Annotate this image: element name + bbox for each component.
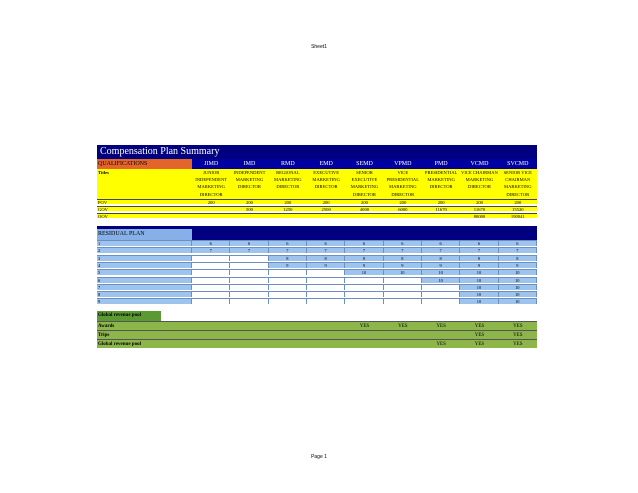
table-cell [307, 214, 345, 218]
table-cell [269, 331, 307, 339]
qual-col: VPMD [394, 161, 412, 167]
row-label: Trips [98, 333, 110, 338]
table-cell [307, 340, 345, 348]
table-cell: 200 [246, 200, 253, 204]
row-label: PQV [98, 200, 108, 204]
table-cell [422, 214, 460, 218]
row-label: 3 [97, 255, 192, 261]
table-cell: YES [398, 324, 408, 329]
table-cell [192, 340, 230, 348]
table-cell [192, 298, 230, 304]
table-cell: 7 [499, 247, 537, 253]
table-cell: YES [513, 333, 523, 338]
table-cell: YES [436, 342, 446, 347]
qual-col: RMD [280, 161, 295, 167]
table-cell: 9 [460, 262, 498, 268]
table-cell: 8 [384, 255, 422, 261]
qual-col: JIMD [204, 161, 219, 167]
titles-row [97, 169, 537, 199]
table-cell: 6 [269, 240, 307, 246]
qual-col: SEMD [356, 161, 373, 167]
table-cell [422, 284, 460, 290]
title-cell: JUNIOR INDEPENDENT MARKETING DIRECTOR [195, 170, 228, 197]
table-cell [230, 262, 268, 268]
table-cell: 2500 [321, 207, 331, 211]
table-cell [307, 291, 345, 297]
title-cell: REGIONAL MARKETING DIRECTOR [274, 170, 302, 190]
page-footer: Page 1 [311, 454, 327, 460]
qualifications-label: QUALIFICATIONS [97, 159, 192, 169]
table-cell: 8 [499, 255, 537, 261]
table-cell [230, 340, 268, 348]
table-cell [345, 331, 383, 339]
table-row [97, 199, 537, 204]
table-cell: 10 [384, 269, 422, 275]
table-cell [307, 331, 345, 339]
table-row [97, 339, 537, 348]
qual-col: VCMD [470, 161, 489, 167]
table-cell: YES [513, 324, 523, 329]
table-cell [192, 331, 230, 339]
table-cell [345, 298, 383, 304]
table-cell [230, 214, 268, 218]
table-row [97, 321, 537, 330]
table-cell: 7 [307, 247, 345, 253]
table-row [97, 247, 537, 253]
table-cell: 7 [460, 247, 498, 253]
table-cell: 10 [499, 298, 537, 304]
qual-col: IMD [243, 161, 256, 167]
table-cell [230, 298, 268, 304]
row-label: Global revenue pool [98, 342, 141, 347]
residual-plan-header [97, 226, 537, 240]
table-cell: 10 [499, 269, 537, 275]
table-cell [230, 277, 268, 283]
row-label: 8 [97, 291, 192, 297]
table-cell [230, 269, 268, 275]
table-cell: 7 [422, 247, 460, 253]
table-cell [422, 331, 460, 339]
table-cell: 10 [499, 277, 537, 283]
table-cell: 6 [422, 240, 460, 246]
table-row [97, 330, 537, 339]
table-cell [384, 284, 422, 290]
table-cell: 6 [307, 240, 345, 246]
table-cell: 8 [422, 255, 460, 261]
title-cell: SENIOR EXECUTIVE MARKETING DIRECTOR [350, 170, 379, 197]
table-cell [230, 331, 268, 339]
table-cell: 10 [422, 269, 460, 275]
table-cell [307, 322, 345, 330]
table-cell [269, 291, 307, 297]
table-cell: 9 [269, 262, 307, 268]
table-cell: 9 [384, 262, 422, 268]
title-cell: INDEPENDENT MARKETING DIRECTOR [233, 170, 266, 190]
table-row [97, 269, 537, 275]
table-row [97, 213, 537, 218]
table-cell: YES [474, 342, 485, 347]
table-cell [345, 214, 383, 218]
table-cell: 200 [322, 200, 330, 204]
table-row [97, 291, 537, 297]
table-cell: 10 [460, 291, 498, 297]
table-cell: YES [513, 342, 523, 347]
table-cell: 200 [476, 200, 483, 204]
table-cell [384, 331, 422, 339]
table-cell: 200 [514, 200, 522, 204]
table-cell [345, 277, 383, 283]
table-cell [345, 340, 383, 348]
table-cell: 10 [460, 277, 498, 283]
table-cell [192, 284, 230, 290]
table-cell [345, 291, 383, 297]
table-cell: 7 [269, 247, 307, 253]
table-cell [230, 322, 268, 330]
table-cell [384, 214, 422, 218]
table-cell: 500 [246, 207, 253, 211]
table-cell: 10 [345, 269, 383, 275]
global-pool-label: Global revenue pool [97, 311, 161, 321]
table-cell: 190041 [510, 214, 525, 218]
row-label: OQV [98, 214, 108, 218]
table-cell: 8 [460, 255, 498, 261]
table-cell: 80000 [473, 214, 486, 218]
table-cell [269, 298, 307, 304]
table-cell: 10 [499, 284, 537, 290]
table-cell [307, 298, 345, 304]
title-cell: VICE PRESIDENTIAL MARKETING DIRECTOR [386, 170, 420, 197]
table-cell [230, 284, 268, 290]
sheet-title: Sheet1 [311, 44, 327, 50]
qualifications-row [97, 159, 537, 169]
table-cell: 6 [384, 240, 422, 246]
table-cell: YES [359, 324, 370, 329]
table-row [97, 206, 537, 211]
table-cell: 7 [345, 247, 383, 253]
table-cell [269, 214, 307, 218]
table-cell: 10 [499, 291, 537, 297]
row-label: 2 [97, 247, 192, 253]
table-cell: 6 [460, 240, 498, 246]
row-label: 5 [97, 269, 192, 275]
residual-plan-label: RESIDUAL PLAN [97, 229, 192, 240]
table-cell [192, 255, 230, 261]
table-cell: 9 [307, 262, 345, 268]
table-cell [192, 277, 230, 283]
title-cell: PRESIDENTIAL MARKETING DIRECTOR [424, 170, 458, 190]
row-label: 1 [97, 240, 192, 246]
table-cell: 200 [284, 200, 292, 204]
table-cell [384, 340, 422, 348]
table-cell [384, 298, 422, 304]
row-label: GQV [98, 207, 108, 211]
table-cell: 7 [192, 247, 230, 253]
row-label: 6 [97, 277, 192, 283]
table-cell [307, 284, 345, 290]
qual-col: PMD [434, 161, 448, 167]
title-cell: EXECUTIVE MARKETING DIRECTOR [312, 170, 340, 190]
table-cell: 6 [192, 240, 230, 246]
table-cell: 200 [207, 200, 215, 204]
table-cell: YES [436, 324, 446, 329]
table-cell [269, 277, 307, 283]
table-cell [192, 322, 230, 330]
table-cell [269, 284, 307, 290]
table-cell [192, 262, 230, 268]
table-cell: 4000 [359, 207, 370, 211]
table-cell [230, 255, 268, 261]
table-cell: 15520 [512, 207, 524, 211]
table-cell [422, 291, 460, 297]
table-cell: 6000 [398, 207, 408, 211]
table-cell [422, 298, 460, 304]
table-cell [192, 214, 230, 218]
global-pool-header [97, 311, 537, 321]
table-cell: 9 [499, 262, 537, 268]
table-cell: 10 [460, 269, 498, 275]
row-label: 4 [97, 262, 192, 268]
row-label: 9 [97, 298, 192, 304]
table-cell: 200 [361, 200, 368, 204]
table-cell: 10 [460, 284, 498, 290]
table-cell: 7 [384, 247, 422, 253]
table-cell: 10 [460, 298, 498, 304]
qual-col: SVCMD [507, 161, 529, 167]
table-cell [307, 269, 345, 275]
table-cell: 9 [422, 262, 460, 268]
table-cell: 9 [345, 262, 383, 268]
table-cell: 11670 [435, 207, 447, 211]
table-row [97, 277, 537, 283]
table-cell: 8 [269, 255, 307, 261]
title-cell: SENIOR VICE CHAIRMAN MARKETING DIRECTOR [503, 170, 532, 197]
table-row [97, 255, 537, 261]
table-row [97, 284, 537, 290]
table-row [97, 298, 537, 304]
table-cell: 200 [399, 200, 407, 204]
table-cell: 10 [422, 277, 460, 283]
table-cell [307, 277, 345, 283]
table-cell [345, 284, 383, 290]
table-cell: 11670 [473, 207, 486, 211]
table-cell: YES [474, 324, 485, 329]
table-cell: 6 [230, 240, 268, 246]
table-cell [230, 291, 268, 297]
table-cell: YES [474, 333, 485, 338]
table-cell: 8 [307, 255, 345, 261]
table-row [97, 240, 537, 246]
titles-label: Titles [98, 170, 109, 175]
table-cell [192, 269, 230, 275]
title-cell: VICE CHAIRMAN MARKETING DIRECTOR [461, 170, 498, 190]
table-cell [192, 207, 230, 211]
table-cell: 1250 [283, 207, 293, 211]
table-cell [269, 269, 307, 275]
table-cell [192, 291, 230, 297]
table-cell: 6 [499, 240, 537, 246]
table-cell: 200 [437, 200, 445, 204]
table-cell: 6 [345, 240, 383, 246]
row-label: Awards [98, 324, 115, 329]
row-label: 7 [97, 284, 192, 290]
table-cell: 8 [345, 255, 383, 261]
table-row [97, 262, 537, 268]
table-cell [384, 277, 422, 283]
table-cell [269, 340, 307, 348]
qual-col: EMD [319, 161, 333, 167]
table-cell: 7 [230, 247, 268, 253]
table-cell [384, 291, 422, 297]
table-cell [269, 322, 307, 330]
summary-title: Compensation Plan Summary [97, 145, 537, 159]
